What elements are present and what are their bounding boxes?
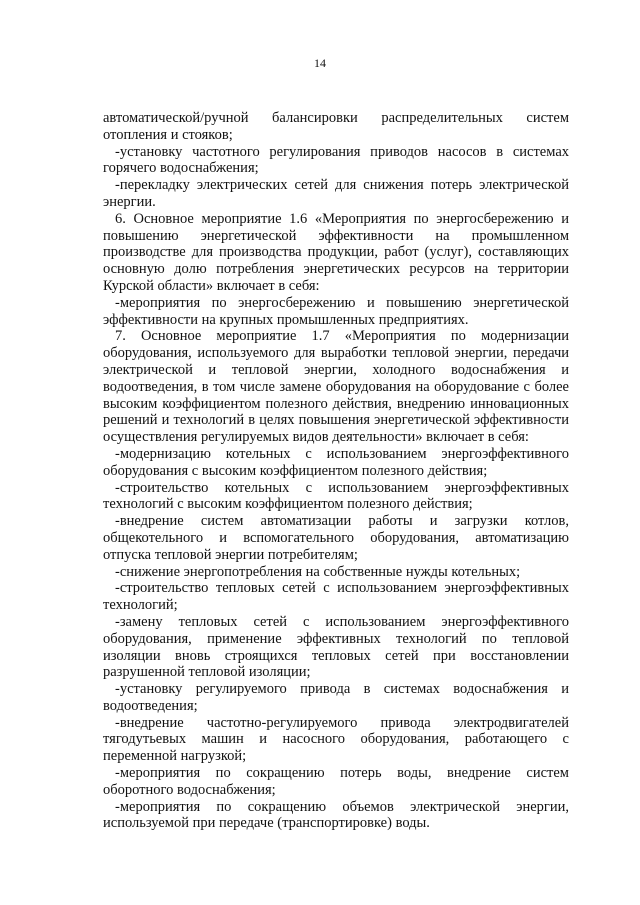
list-item: -мероприятия по энергосбережению и повышению энергетической эффективности на крупных промышленных предприятиях. (103, 294, 569, 328)
list-item: -перекладку электрических сетей для снижения потерь электрической энергии. (103, 177, 569, 210)
list-item: -снижение энергопотребления на собственные нужды котельных; (115, 563, 521, 580)
list-item: -установку регулируемого привода в системах водоснабжения и водоотведения; (103, 681, 569, 714)
list-item: -модернизацию котельных с использованием энергоэффективного оборудования с высоким коэффициентом полезного действия; (103, 445, 569, 479)
list-item: -внедрение систем автоматизации работы и загрузки котлов, общекотельного и вспомогательного оборудования, автоматизацию отпуска тепловой энергии потребителям; (103, 513, 569, 563)
list-item: -строительство котельных с использованием энергоэффективных технологий с высоким коэффициентом полезного действия; (103, 479, 569, 513)
section-paragraph: 6. Основное мероприятие 1.6 «Мероприятия по энергосбережению и повышению энергетической эффективности на промышленном производстве для производства продукции, работ (услуг), составляющих основную долю потребления энергетических ресурсов на территории Курской области» включает в себя: (103, 210, 569, 294)
document-body (103, 110, 569, 832)
list-item: -строительство тепловых сетей с использованием энергоэффективных технологий; (103, 580, 569, 614)
paragraph-continuation: автоматической/ручной балансировки распределительных систем отопления и стояков; (103, 110, 569, 143)
list-item: -мероприятия по сокращению потерь воды, внедрение систем оборотного водоснабжения; (103, 765, 569, 798)
list-item: -внедрение частотно-регулируемого привода электродвигателей тягодутьевых машин и насосного оборудования, работающего с переменной нагрузкой; (103, 714, 569, 765)
section-paragraph: 7. Основное мероприятие 1.7 «Мероприятия по модернизации оборудования, используемого для выработки тепловой энергии, передачи электрической и тепловой энергии, холодного водоснабжения и водоотведения, в том числе замене оборудования на оборудование с более высоким коэффициентом полезного действия, внедрению инновационных решений и технологий в целях повышения энергетической эффективности осуществления регулируемых видов деятельности» включает в себя: (103, 328, 569, 446)
list-item: -замену тепловых сетей с использованием энергоэффективного оборудования, применение эффективных технологий по тепловой изоляции вновь строящихся тепловых сетей при восстановлении разрушенной тепловой изоляции; (103, 613, 569, 681)
page-number: 14 (314, 56, 326, 70)
list-item: -мероприятия по сокращению объемов электрической энергии, используемой при передаче (транспортировке) воды. (103, 798, 569, 832)
list-item: -установку частотного регулирования приводов насосов в системах горячего водоснабжения; (103, 143, 569, 177)
